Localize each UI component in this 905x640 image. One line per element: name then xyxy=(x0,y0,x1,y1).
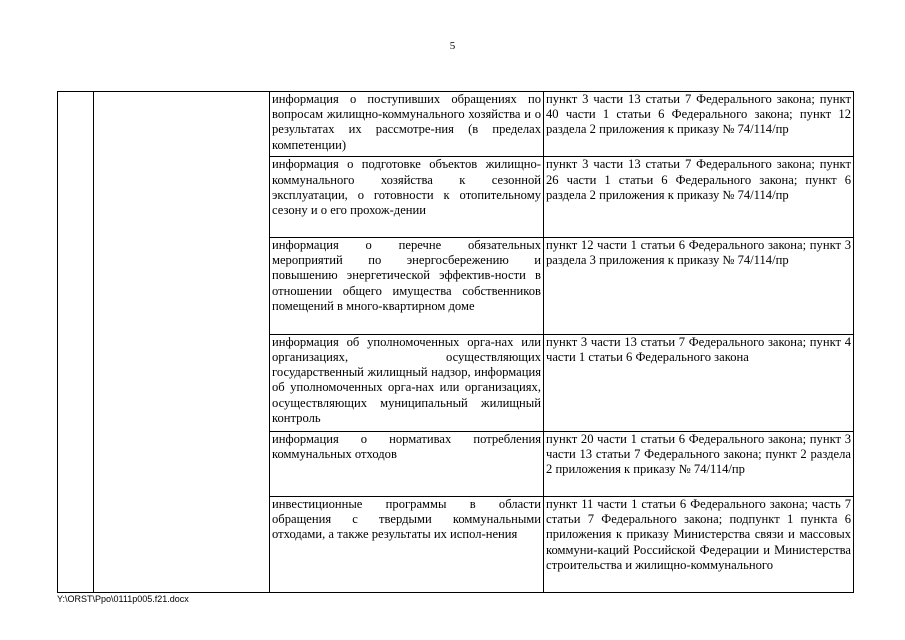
info-cell: информация о поступивших обращениях по вопросам жилищно-коммунального хозяйства и о результатах их рассмотре-ния (в пределах компетенции) xyxy=(270,92,544,157)
table-cell-empty xyxy=(58,92,94,593)
legal-basis-cell: пункт 3 части 13 статьи 7 Федерального закона; пункт 40 части 1 статьи 6 Федерального закона; пункт 12 раздела 2 приложения к приказу № 74/114/пр xyxy=(544,92,854,157)
page-number: 5 xyxy=(449,40,456,52)
legal-basis-cell: пункт 11 части 1 статьи 6 Федерального закона; часть 7 статьи 7 Федерального закона; подпункт 1 пункта 6 приложения к приказу Министерства связи и массовых коммуни-каций Российской Федерации и Министерства строительства и жилищно-коммунального xyxy=(544,497,854,593)
info-cell: информация о перечне обязательных мероприятий по энергосбережению и повышению энергетической эффектив-ности в отношении общего имущества собственников помещений в много-квартирном доме xyxy=(270,237,544,334)
info-cell: информация о нормативах потребления коммунальных отходов xyxy=(270,431,544,496)
document-table xyxy=(57,91,854,593)
footer-file-path: Y:\ORST\Ppo\0111p005.f21.docx xyxy=(57,594,189,604)
info-cell: информация об уполномоченных орга-нах или организациях, осуществляющих государственный жилищный надзор, информация об уполномоченных орга-нах или организациях, осуществляющих муниципальный жилищный контроль xyxy=(270,334,544,431)
legal-basis-cell: пункт 20 части 1 статьи 6 Федерального закона; пункт 3 части 13 статьи 7 Федерального закона; пункт 2 раздела 2 приложения к приказу № 74/114/пр xyxy=(544,431,854,496)
legal-basis-cell: пункт 3 части 13 статьи 7 Федерального закона; пункт 26 части 1 статьи 6 Федерального закона; пункт 6 раздела 2 приложения к приказу № 74/114/пр xyxy=(544,157,854,238)
table-cell-empty xyxy=(94,92,270,593)
table-row xyxy=(58,92,854,157)
legal-basis-cell: пункт 12 части 1 статьи 6 Федерального закона; пункт 3 раздела 3 приложения к приказу № 74/114/пр xyxy=(544,237,854,334)
info-cell: информация о подготовке объектов жилищно-коммунального хозяйства к сезонной эксплуатации, о готовности к отопительному сезону и о его прохож-дении xyxy=(270,157,544,238)
legal-basis-cell: пункт 3 части 13 статьи 7 Федерального закона; пункт 4 части 1 статьи 6 Федерального закона xyxy=(544,334,854,431)
info-cell: инвестиционные программы в области обращения с твердыми коммунальными отходами, а также результаты их испол-нения xyxy=(270,497,544,593)
